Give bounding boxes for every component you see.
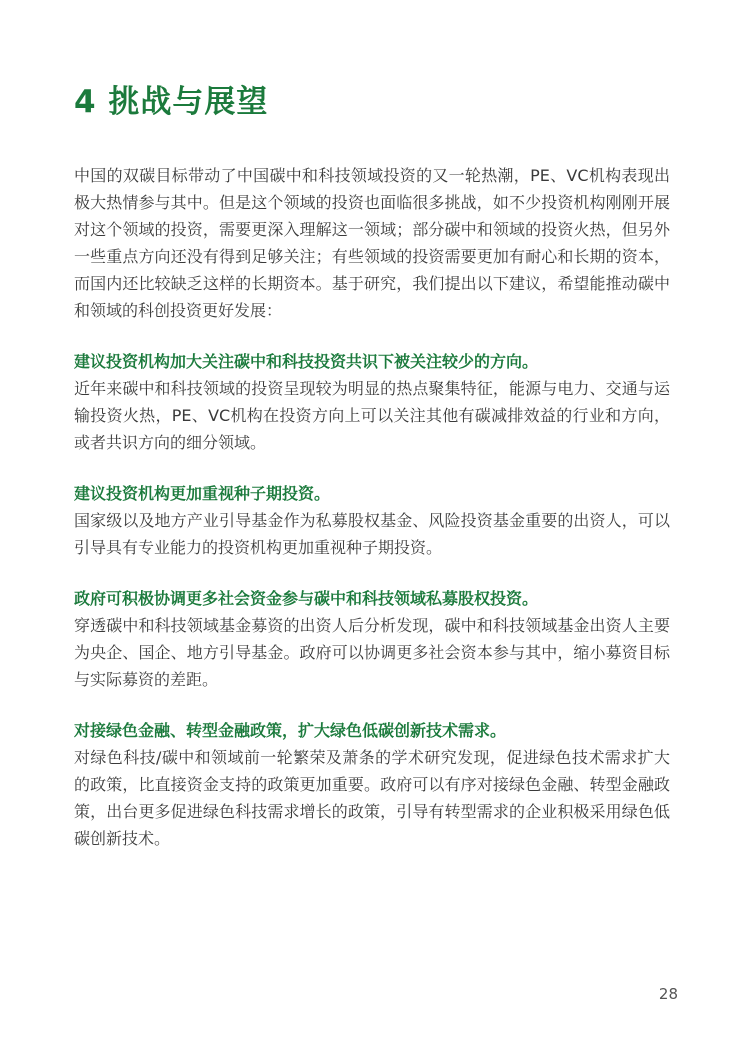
intro-paragraph: 中国的双碳目标带动了中国碳中和科技领域投资的又一轮热潮，PE、VC机构表现出极大热情参与其中。但是这个领域的投资也面临很多挑战，如不少投资机构刚刚开展对这个领域的投资，需要更深入理解这一领域；部分碳中和领域的投资火热，但另外一些重点方向还没有得到足够关注；有些领域的投资需要更加有耐心和长期的资本，而国内还比较缺乏这样的长期资本。基于研究，我们提出以下建议，希望能推动碳中和领域的科创投资更好发展： — [74, 166, 670, 320]
section-title: 4 挑战与展望 — [74, 84, 269, 120]
recommendation-body: 近年来碳中和科技领域的投资呈现较为明显的热点聚集特征，能源与电力、交通与运输投资火热，PE、VC机构在投资方向上可以关注其他有碳减排效益的行业和方向，或者共识方向的细分领域。 — [74, 379, 670, 452]
recommendation-body: 国家级以及地方产业引导基金作为私募股权基金、风险投资基金重要的出资人，可以引导具有专业能力的投资机构更加重视种子期投资。 — [74, 511, 670, 557]
recommendation-4 — [74, 717, 670, 852]
recommendation-heading: 对接绿色金融、转型金融政策，扩大绿色低碳创新技术需求。 — [74, 721, 507, 740]
recommendation-3 — [74, 585, 670, 693]
recommendation-heading: 政府可积极协调更多社会资金参与碳中和科技领域私募股权投资。 — [74, 589, 539, 608]
recommendation-body: 对绿色科技/碳中和领域前一轮繁荣及萧条的学术研究发现，促进绿色技术需求扩大的政策，比直接资金支持的政策更加重要。政府可以有序对接绿色金融、转型金融政策，出台更多促进绿色科技需求增长的政策，引导有转型需求的企业积极采用绿色低碳创新技术。 — [74, 748, 670, 848]
page-number: 28 — [658, 985, 678, 1003]
content-body — [74, 162, 670, 852]
recommendation-1 — [74, 348, 670, 456]
recommendation-heading: 建议投资机构加大关注碳中和科技投资共识下被关注较少的方向。 — [74, 352, 539, 371]
recommendation-body: 穿透碳中和科技领域基金募资的出资人后分析发现，碳中和科技领域基金出资人主要为央企、国企、地方引导基金。政府可以协调更多社会资本参与其中，缩小募资目标与实际募资的差距。 — [74, 616, 670, 689]
recommendation-heading: 建议投资机构更加重视种子期投资。 — [74, 484, 331, 503]
recommendation-2 — [74, 480, 670, 561]
